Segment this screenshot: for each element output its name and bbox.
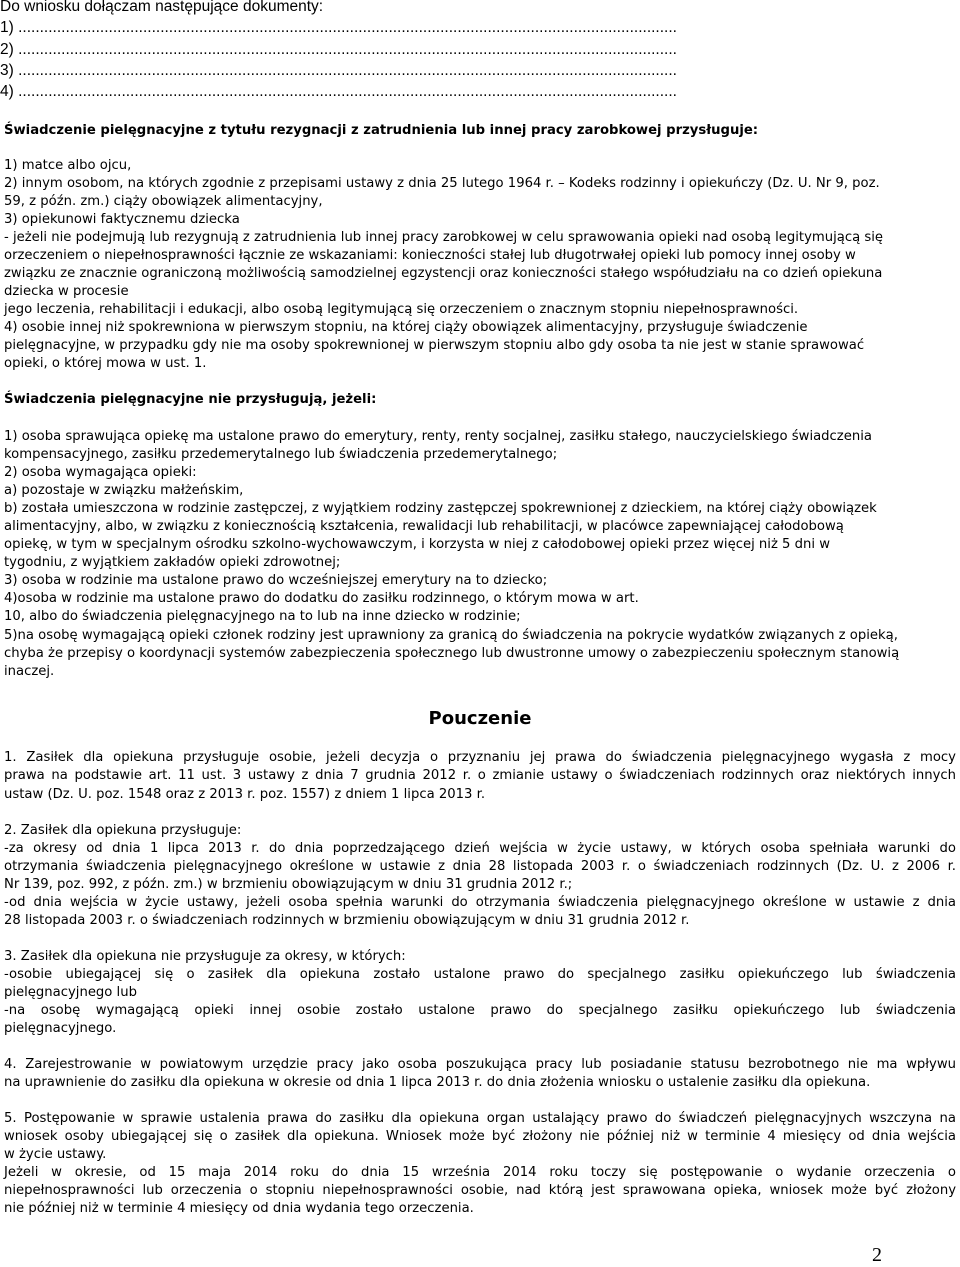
pouczenie-p4-line: na uprawnienie do zasiłku dla opiekuna w okresie od dnia 1 lipca 2013 r. do dnia złożenia wniosku o ustalenie zasiłku dla opiekuna.: [4, 1075, 871, 1090]
section1-line: 3) opiekunowi faktycznemu dziecka: [4, 212, 240, 227]
section2-line: alimentacyjny, albo, w związku z koniecznością kształcenia, rewalidacji lub rehabilitacji, w placówce zapewniającej całodobową: [4, 519, 844, 534]
section2-line: inaczej.: [4, 664, 55, 679]
pouczenie-p1-line: ustaw (Dz. U. poz. 1548 oraz z 2013 r. poz. 1557) z dniem 1 lipca 2013 r.: [4, 787, 486, 802]
pouczenie-p5-line: nie później niż w terminie 4 miesięcy od dnia wydania tego orzeczenia.: [4, 1201, 474, 1216]
pouczenie-p3-line: 3. Zasiłek dla opiekuna nie przysługuje za okresy, w których:: [4, 949, 406, 964]
section1-line: związku ze znacznie ograniczoną możliwością samodzielnej egzystencji oraz konieczności stałego współudziału na co dzień opiekuna: [4, 266, 883, 281]
pouczenie-p3-line: pielęgnacyjnego lub: [4, 985, 137, 1000]
section2-line: 1) osoba sprawująca opiekę ma ustalone prawo do emerytury, renty, renty socjalnej, zasiłku stałego, nauczycielskiego świadczenia: [4, 429, 872, 444]
pouczenie-p2-line: Nr 139, poz. 992, z późn. zm.) w brzmieniu obowiązującym w dniu 31 grudnia 2012 r.;: [4, 877, 573, 892]
section1-heading: Świadczenie pielęgnacyjne z tytułu rezygnacji z zatrudnienia lub innej pracy zarobkowej przysługuje:: [4, 123, 759, 138]
section2-line: kompensacyjnego, zasiłku przedemerytalnego lub świadczenia przedemerytalnego;: [4, 447, 558, 462]
pouczenie-p2-line: 2. Zasiłek dla opiekuna przysługuje:: [4, 823, 242, 838]
section1-line: pielęgnacyjne, w przypadku gdy nie ma osoby spokrewnionej w pierwszym stopniu albo gdy osoba ta nie jest w stanie sprawować: [4, 338, 865, 353]
section1-line: orzeczeniem o niepełnosprawności łącznie ze wskazaniami: konieczności stałej lub długotrwałej opieki lub pomocy innej osoby w: [4, 248, 856, 263]
section2-line: a) pozostaje w związku małżeńskim,: [4, 483, 244, 498]
pouczenie-p2-line: 28 listopada 2003 r. o świadczeniach rodzinnych w brzmieniu obowiązującym w dniu 31 grudnia 2012 r.: [4, 913, 690, 928]
section1-line: jego leczenia, rehabilitacji i edukacji, albo osobą legitymującą się orzeczeniem o znacznym stopniu niepełnosprawności.: [4, 302, 799, 317]
pouczenie-p4-line: 4. Zarejestrowanie w powiatowym urzędzie pracy jako osoba poszukująca pracy lub posiadanie statusu bezrobotnego nie ma wpływu: [4, 1057, 956, 1072]
pouczenie-p5-line: w życie ustawy.: [4, 1147, 107, 1162]
pouczenie-p2-line: otrzymania świadczenia pielęgnacyjnego określone w ustawie z dnia 28 listopada 2003 r. o świadczeniach rodzinnych (Dz. U. z 2006 r.: [4, 859, 956, 874]
attachments-heading: Do wniosku dołączam następujące dokumenty:: [0, 0, 324, 15]
section2-line: 4)osoba w rodzinie ma ustalone prawo do dodatku do zasiłku rodzinnego, o którym mowa w art.: [4, 591, 639, 606]
pouczenie-p5-line: Jeżeli w okresie, od 15 maja 2014 roku do dnia 15 września 2014 roku toczy się postępowanie o wydanie orzeczenia o: [4, 1165, 956, 1180]
section2-line: chyba że przepisy o koordynacji systemów zabezpieczenia społecznego lub dwustronne umowy o zabezpieczeniu społecznym stanowią: [4, 646, 900, 661]
section2-line: b) została umieszczona w rodzinie zastępczej, z wyjątkiem rodziny zastępczej spokrewnionej z dzieckiem, na której ciąży obowiązek: [4, 501, 877, 516]
pouczenie-p1-line: prawa na podstawie art. 11 ust. 3 ustawy z dnia 7 grudnia 2012 r. o zmianie ustawy o świadczeniach rodzinnych oraz niektórych innych: [4, 768, 956, 783]
section1-line: - jeżeli nie podejmują lub rezygnują z zatrudnienia lub innej pracy zarobkowej w celu sprawowania opieki nad osobą legitymującą się: [4, 230, 883, 245]
pouczenie-title: Pouczenie: [428, 708, 532, 729]
section2-line: opiekę, w tym w specjalnym ośrodku szkolno-wychowawczym, i korzysta w niej z całodobowej opieki przez więcej niż 5 dni w: [4, 537, 831, 552]
pouczenie-p2-line: -od dnia wejścia w życie ustawy, jeżeli osoba spełnia warunki do otrzymania świadczenia pielęgnacyjnego określone w ustawie z dnia: [4, 895, 956, 910]
pouczenie-p3-line: -na osobę wymagającą opieki innej osobie zostało ustalone prawo do specjalnego zasiłku opiekuńczego lub świadczenia: [4, 1003, 956, 1018]
page-number: 2: [872, 1244, 882, 1266]
attachment-line-3: 3) .........................................................................................................................................................: [0, 62, 677, 79]
section1-line: 1) matce albo ojcu,: [4, 158, 132, 173]
section2-heading: Świadczenia pielęgnacyjne nie przysługują, jeżeli:: [4, 392, 377, 407]
section1-line: dziecka w procesie: [4, 284, 129, 299]
pouczenie-p1-line: 1. Zasiłek dla opiekuna przysługuje osobie, jeżeli decyzja o przyznaniu jej prawa do świadczenia pielęgnacyjnego wygasła z mocy: [4, 750, 956, 765]
attachment-line-2: 2) .........................................................................................................................................................: [0, 41, 677, 58]
section2-line: 3) osoba w rodzinie ma ustalone prawo do wcześniejszej emerytury na to dziecko;: [4, 573, 548, 588]
pouczenie-p5-line: wniosek osoby ubiegającej się o zasiłek dla opiekuna. Wniosek może być złożony nie później niż w terminie 4 miesięcy od dnia wejścia: [4, 1129, 956, 1144]
section1-line: opieki, o której mowa w ust. 1.: [4, 356, 207, 371]
pouczenie-p5-line: 5. Postępowanie w sprawie ustalenia prawa do zasiłku dla opiekuna organ ustalający prawo do świadczeń pielęgnacyjnych wszczyna na: [4, 1111, 956, 1126]
attachment-line-4: 4) .........................................................................................................................................................: [0, 83, 677, 100]
section1-line: 59, z późn. zm.) ciąży obowiązek alimentacyjny,: [4, 194, 323, 209]
section1-line: 2) innym osobom, na których zgodnie z przepisami ustawy z dnia 25 lutego 1964 r. – Kodeks rodzinny i opiekuńczy (Dz. U. Nr 9, poz.: [4, 176, 880, 191]
pouczenie-p2-line: -za okresy od dnia 1 lipca 2013 r. do dnia poprzedzającego dzień wejścia w życie ustawy, w których osoba spełniała warunki do: [4, 841, 956, 856]
section2-line: 2) osoba wymagająca opieki:: [4, 465, 197, 480]
section2-line: 10, albo do świadczenia pielęgnacyjnego na to lub na inne dziecko w rodzinie;: [4, 609, 521, 624]
section2-line: tygodniu, z wyjątkiem zakładów opieki zdrowotnej;: [4, 555, 341, 570]
pouczenie-p3-line: -osobie ubiegającej się o zasiłek dla opiekuna zostało ustalone prawo do specjalnego zasiłku opiekuńczego lub świadczenia: [4, 967, 956, 982]
pouczenie-p3-line: pielęgnacyjnego.: [4, 1021, 117, 1036]
section1-line: 4) osobie innej niż spokrewniona w pierwszym stopniu, na której ciąży obowiązek alimentacyjny, przysługuje świadczenie: [4, 320, 808, 335]
pouczenie-p5-line: niepełnosprawności lub orzeczenia o stopniu niepełnosprawności osobie, nad którą jest sprawowana opieka, wniosek może być złożony: [4, 1183, 956, 1198]
attachment-line-1: 1) .........................................................................................................................................................: [0, 19, 677, 36]
section2-line: 5)na osobę wymagającą opieki członek rodziny jest uprawniony za granicą do świadczenia na pokrycie wydatków związanych z opieką,: [4, 628, 898, 643]
